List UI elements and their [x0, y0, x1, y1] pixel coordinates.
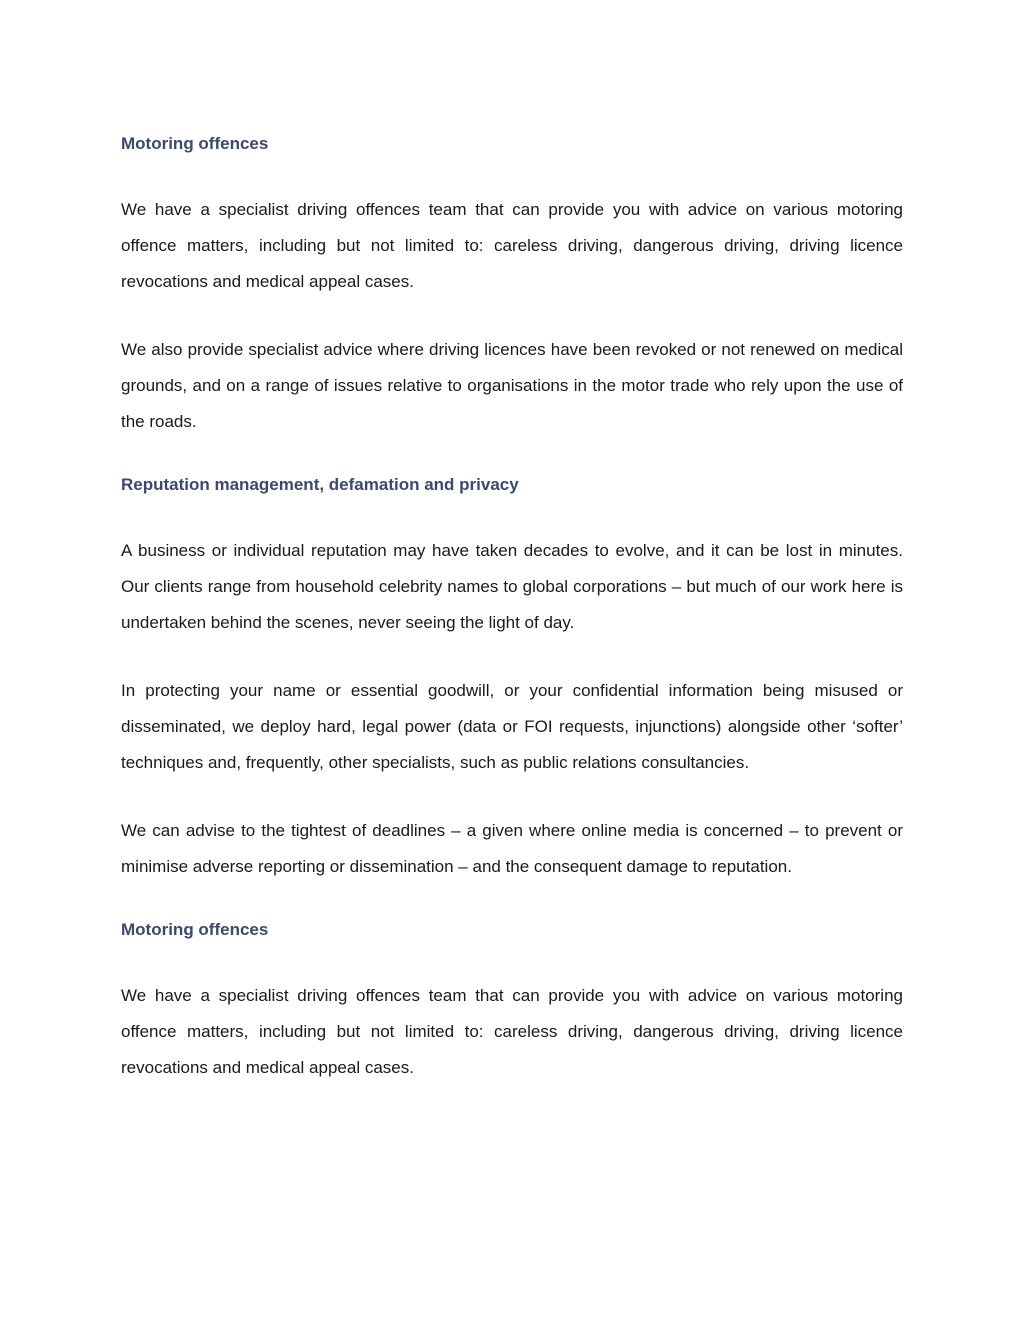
- paragraph: A business or individual reputation may have taken decades to evolve, and it can be lost in minutes. Our clients range from household celebrity names to global corporations – but much of our work here is undertaken behind the scenes, never seeing the light of day.: [121, 541, 903, 632]
- paragraph: We have a specialist driving offences team that can provide you with advice on various motoring offence matters, including but not limited to: careless driving, dangerous driving, driving licence revocations and medical appeal cases.: [121, 200, 903, 291]
- section-heading-reputation-management: Reputation management, defamation and privacy: [121, 475, 519, 494]
- paragraph: We can advise to the tightest of deadlines – a given where online media is concerned – to prevent or minimise adverse reporting or dissemination – and the consequent damage to reputation.: [121, 821, 903, 876]
- section-heading-motoring-offences: Motoring offences: [121, 920, 269, 939]
- paragraph: We have a specialist driving offences team that can provide you with advice on various motoring offence matters, including but not limited to: careless driving, dangerous driving, driving licence revocations and medical appeal cases.: [121, 986, 903, 1077]
- document-body: [121, 131, 903, 1086]
- paragraph: In protecting your name or essential goodwill, or your confidential information being misused or disseminated, we deploy hard, legal power (data or FOI requests, injunctions) alongside other ‘softer’ techniques and, frequently, other specialists, such as public relations consultancies.: [121, 681, 903, 772]
- section-heading-motoring-offences: Motoring offences: [121, 134, 269, 153]
- paragraph: We also provide specialist advice where driving licences have been revoked or not renewed on medical grounds, and on a range of issues relative to organisations in the motor trade who rely upon the use of the roads.: [121, 340, 903, 431]
